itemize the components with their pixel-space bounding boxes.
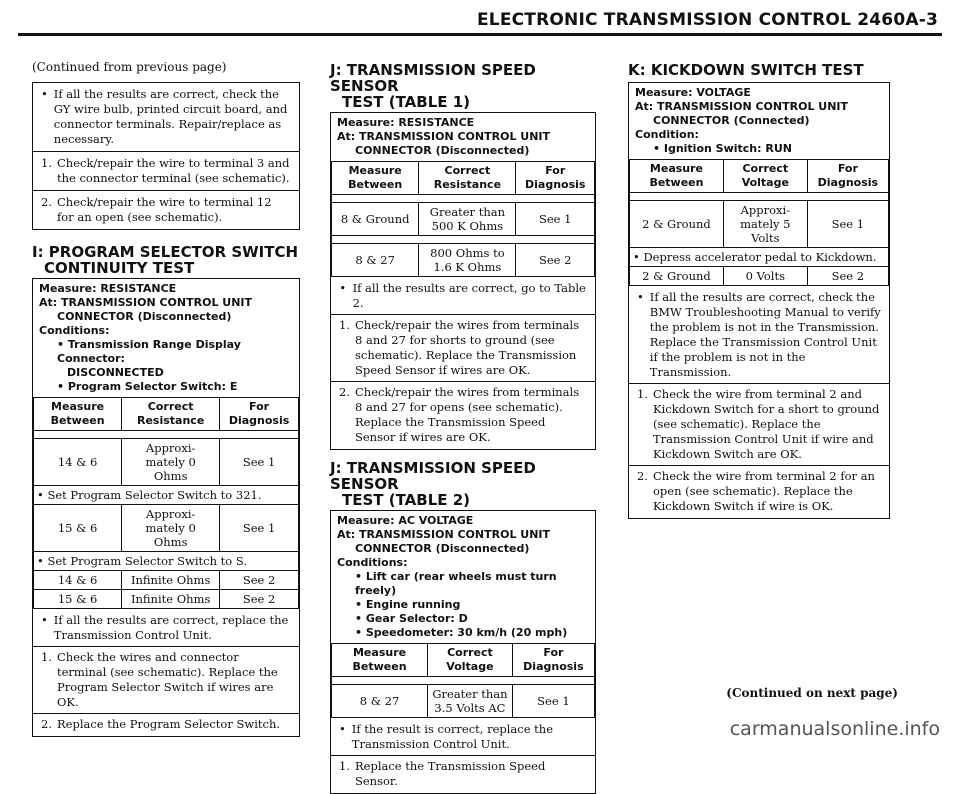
table-header: Correct Resistance xyxy=(122,398,220,431)
left-column xyxy=(32,60,300,737)
table-row: 14 & 6 Infinite Ohms See 2 xyxy=(34,571,299,590)
watermark: carmanualsonline.info xyxy=(729,718,940,740)
list-item: 1. Check the wire from terminal 2 and Kickdown Switch for a short to ground (see schematic). Replace the Transmission Control Unit if wire and Kickdown Switch are OK. xyxy=(637,387,880,461)
section-title: K: KICKDOWN SWITCH TEST xyxy=(628,61,864,79)
section-title: CONTINUITY TEST xyxy=(44,259,195,277)
continued-from-previous: (Continued from previous page) xyxy=(32,60,227,74)
table-note: • Set Program Selector Switch to S. xyxy=(34,552,299,571)
connector-label: CONNECTOR (Connected) xyxy=(653,114,810,127)
section-j2 xyxy=(330,460,596,794)
middle-column xyxy=(330,62,596,794)
conditions-label: Condition: xyxy=(635,128,699,141)
condition-item: • Engine running xyxy=(355,598,461,611)
section-k-box xyxy=(628,82,890,519)
list-item: 2. Check/repair the wires from terminals 8 and 27 for opens (see schematic). Replace the Transmission Speed Sensor if wires are OK. xyxy=(339,385,580,444)
at-label: At: TRANSMISSION CONTROL UNIT xyxy=(39,296,253,309)
list-item: 2. Replace the Program Selector Switch. xyxy=(41,717,281,731)
at-label: At: TRANSMISSION CONTROL UNIT xyxy=(337,130,551,143)
right-column xyxy=(628,62,890,519)
condition-item: DISCONNECTED xyxy=(67,366,164,379)
diagnosis-table: Measure Between Correct Voltage For Diagnosis 2 & Ground Approxi- mately 5 Volts See 1 • Depress accelerator pedal to Kickdown. 2 & Ground 0 Volts See 2 xyxy=(629,159,889,286)
conditions-label: Conditions: xyxy=(39,324,110,337)
list-item: 2. Check the wire from terminal 2 for an open (see schematic). Replace the Kickdown Switch if wire is OK. xyxy=(637,469,875,513)
conditions-label: Conditions: xyxy=(337,556,408,569)
table-row: 8 & Ground Greater than 500 K Ohms See 1 xyxy=(332,203,595,236)
list-item: 2. Check/repair the wire to terminal 12 for an open (see schematic). xyxy=(41,195,272,224)
connector-label: CONNECTOR (Disconnected) xyxy=(355,144,530,157)
section-title: TEST (TABLE 1) xyxy=(342,93,471,111)
measure-label: Measure: RESISTANCE xyxy=(39,282,177,295)
table-row: 2 & Ground Approxi- mately 5 Volts See 1 xyxy=(630,201,889,248)
diagnosis-table: Measure Between Correct Resistance For Diagnosis 8 & Ground Greater than 500 K Ohms See 1 8 & 27 800 Ohms to 1.6 K Ohms See 2 xyxy=(331,161,595,277)
connector-label: CONNECTOR (Disconnected) xyxy=(355,542,530,555)
table-header: Measure Between xyxy=(34,398,122,431)
section-j1-box xyxy=(330,112,596,450)
list-item: 1. Check/repair the wire to terminal 3 and the connector terminal (see schematic). xyxy=(41,156,290,185)
condition-item: • Program Selector Switch: E xyxy=(57,380,238,393)
connector-label: CONNECTOR (Disconnected) xyxy=(57,310,232,323)
section-title: J: TRANSMISSION SPEED SENSOR xyxy=(330,459,536,493)
list-item: • If all the results are correct, go to Table 2. xyxy=(339,281,586,310)
condition-item: • Speedometer: 30 km/h (20 mph) xyxy=(355,626,568,639)
page-title: ELECTRONIC TRANSMISSION CONTROL 2460A-3 xyxy=(476,10,938,30)
measure-label: Measure: VOLTAGE xyxy=(635,86,751,99)
header-rule xyxy=(18,33,942,36)
list-item: 1. Check/repair the wires from terminals 8 and 27 for shorts to ground (see schematic). Replace the Transmission Speed Sensor if wires are OK. xyxy=(339,318,580,377)
list-item: 1. Replace the Transmission Speed Sensor. xyxy=(339,759,546,788)
continued-on-next-page: (Continued on next page) xyxy=(726,686,898,700)
left-top-box xyxy=(32,82,300,230)
table-row: 8 & 27 Greater than 3.5 Volts AC See 1 xyxy=(332,685,595,718)
measure-label: Measure: RESISTANCE xyxy=(337,116,475,129)
measure-label: Measure: AC VOLTAGE xyxy=(337,514,474,527)
list-item: • If all the results are correct, check the GY wire bulb, printed circuit board, and connector terminals. Repair/replace as necessary. xyxy=(41,87,288,146)
list-item: • If all the results are correct, replace the Transmission Control Unit. xyxy=(41,613,289,642)
section-j2-box xyxy=(330,510,596,794)
list-item: 1. Check the wires and connector terminal (see schematic). Replace the Program Selector Switch if wires are OK. xyxy=(41,650,278,709)
diagnosis-table: Measure Between Correct Voltage For Diagnosis 8 & 27 Greater than 3.5 Volts AC See 1 xyxy=(331,643,595,718)
condition-item: • Ignition Switch: RUN xyxy=(653,142,792,155)
table-row: 14 & 6 Approxi- mately 0 Ohms See 1 xyxy=(34,439,299,486)
diagnosis-table xyxy=(33,397,299,609)
table-header: For Diagnosis xyxy=(220,398,299,431)
list-item: • If all the results are correct, check the BMW Troubleshooting Manual to verify the problem is not in the Transmission. Replace the Transmission Control Unit if the problem is not in the Transmission. xyxy=(637,290,881,379)
condition-item: • Gear Selector: D xyxy=(355,612,468,625)
table-row: 2 & Ground 0 Volts See 2 xyxy=(630,267,889,286)
condition-item: • Transmission Range Display Connector: xyxy=(57,338,241,365)
condition-item: • Lift car (rear wheels must turn freely) xyxy=(355,570,557,597)
table-note: • Depress accelerator pedal to Kickdown. xyxy=(630,248,889,267)
section-i-box xyxy=(32,278,300,737)
section-i xyxy=(32,244,300,737)
table-note: • Set Program Selector Switch to 321. xyxy=(34,486,299,505)
table-row: 15 & 6 Approxi- mately 0 Ohms See 1 xyxy=(34,505,299,552)
list-item: • If the result is correct, replace the Transmission Control Unit. xyxy=(339,722,554,751)
at-label: At: TRANSMISSION CONTROL UNIT xyxy=(337,528,551,541)
page-header xyxy=(0,0,960,40)
table-row: 8 & 27 800 Ohms to 1.6 K Ohms See 2 xyxy=(332,244,595,277)
at-label: At: TRANSMISSION CONTROL UNIT xyxy=(635,100,849,113)
section-title: TEST (TABLE 2) xyxy=(342,491,471,509)
table-row: 15 & 6 Infinite Ohms See 2 xyxy=(34,590,299,609)
section-title: I: PROGRAM SELECTOR SWITCH xyxy=(32,243,299,261)
section-title: J: TRANSMISSION SPEED SENSOR xyxy=(330,61,536,95)
